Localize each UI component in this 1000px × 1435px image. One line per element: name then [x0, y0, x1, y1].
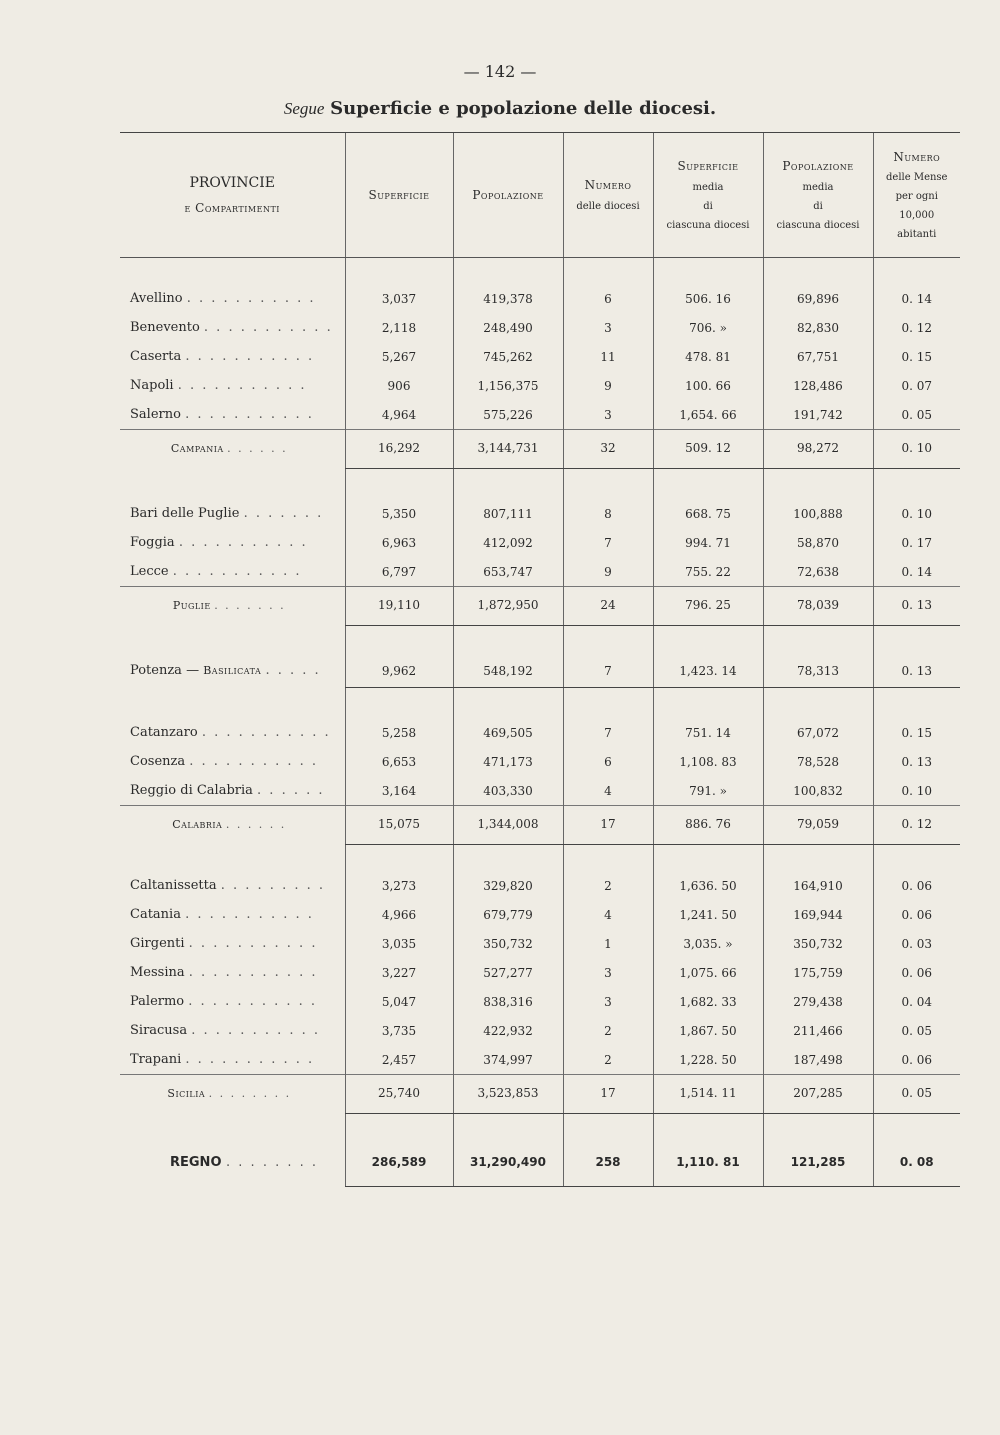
cell-superficie-media: 751. 14 — [653, 718, 763, 747]
cell-numero: 4 — [563, 776, 653, 806]
cell-popolazione: 527,277 — [453, 958, 563, 987]
header-pop-media-4: ciascuna diocesi — [776, 219, 860, 231]
cell-superficie: 6,963 — [345, 528, 453, 557]
header-compartimenti-label: e Compartimenti — [184, 200, 280, 215]
cell-superficie: 3,227 — [345, 958, 453, 987]
cell-superficie-media: 1,867. 50 — [653, 1016, 763, 1045]
cell-numero: 24 — [563, 587, 653, 624]
cell-numero: 2 — [563, 871, 653, 900]
table-row: Girgenti . . . . . . . . . . . 3,035 350,732 1 3,035. » 350,732 0. 03 — [120, 929, 960, 958]
cell-popolazione-media: 72,638 — [763, 557, 873, 587]
cell-superficie: 6,653 — [345, 747, 453, 776]
cell-popolazione-media: 78,039 — [763, 587, 873, 624]
province-name: Napoli — [130, 378, 174, 393]
cell-popolazione-media: 207,285 — [763, 1075, 873, 1112]
cell-numero: 3 — [563, 400, 653, 430]
subtotal-row: Puglie . . . . . . . 19,110 1,872,950 24 796. 25 78,039 0. 13 — [120, 587, 960, 624]
compartimento-name: Calabria — [172, 817, 223, 831]
subtotal-row: Calabria . . . . . . 15,075 1,344,008 17 886. 76 79,059 0. 12 — [120, 806, 960, 843]
cell-popolazione-media: 121,285 — [763, 1140, 873, 1184]
header-numero-mense — [873, 133, 960, 258]
cell-superficie-media: 1,423. 14 — [653, 656, 763, 685]
cell-popolazione-media: 175,759 — [763, 958, 873, 987]
cell-numero: 17 — [563, 1075, 653, 1112]
cell-superficie: 5,350 — [345, 499, 453, 528]
cell-mense: 0. 12 — [873, 313, 960, 342]
cell-superficie: 3,037 — [345, 284, 453, 313]
header-sup-media-3: di — [703, 200, 713, 212]
grand-total-row: REGNO . . . . . . . . 286,589 31,290,490 258 1,110. 81 121,285 0. 08 — [120, 1140, 960, 1184]
header-pop-media-3: di — [813, 200, 823, 212]
cell-superficie-media: 1,108. 83 — [653, 747, 763, 776]
header-sup-media-4: ciascuna diocesi — [666, 219, 750, 231]
cell-popolazione-media: 79,059 — [763, 806, 873, 843]
cell-superficie: 906 — [345, 371, 453, 400]
cell-numero: 7 — [563, 528, 653, 557]
cell-superficie-media: 755. 22 — [653, 557, 763, 587]
cell-numero: 3 — [563, 958, 653, 987]
cell-superficie-media: 3,035. » — [653, 929, 763, 958]
cell-popolazione-media: 187,498 — [763, 1045, 873, 1075]
cell-numero: 9 — [563, 557, 653, 587]
cell-mense: 0. 10 — [873, 776, 960, 806]
province-name: Foggia — [130, 535, 175, 550]
cell-mense: 0. 05 — [873, 400, 960, 430]
header-mense-3: per ogni 10,000 — [895, 191, 938, 222]
province-name: Avellino — [130, 291, 183, 306]
cell-superficie-media: 668. 75 — [653, 499, 763, 528]
cell-superficie-media: 1,654. 66 — [653, 400, 763, 430]
cell-superficie: 4,966 — [345, 900, 453, 929]
cell-numero: 1 — [563, 929, 653, 958]
header-provincie-label: PROVINCIE — [189, 175, 276, 192]
table-row: Salerno . . . . . . . . . . . 4,964 575,226 3 1,654. 66 191,742 0. 05 — [120, 400, 960, 430]
table-row: Trapani . . . . . . . . . . . 2,457 374,997 2 1,228. 50 187,498 0. 06 — [120, 1045, 960, 1075]
cell-popolazione-media: 128,486 — [763, 371, 873, 400]
cell-popolazione-media: 169,944 — [763, 900, 873, 929]
header-sup-media-2: media — [692, 181, 724, 193]
cell-popolazione: 548,192 — [453, 656, 563, 685]
cell-superficie-media: 509. 12 — [653, 430, 763, 467]
province-name: Caltanissetta — [130, 878, 217, 893]
cell-popolazione: 469,505 — [453, 718, 563, 747]
cell-numero: 4 — [563, 900, 653, 929]
header-pop-media-2: media — [802, 181, 834, 193]
cell-popolazione: 412,092 — [453, 528, 563, 557]
province-name: Potenza — — [130, 663, 204, 678]
table-row: Catanzaro . . . . . . . . . . . 5,258 469,505 7 751. 14 67,072 0. 15 — [120, 718, 960, 747]
cell-superficie: 5,267 — [345, 342, 453, 371]
header-numero-diocesi — [563, 133, 653, 258]
table-row: Messina . . . . . . . . . . . 3,227 527,277 3 1,075. 66 175,759 0. 06 — [120, 958, 960, 987]
cell-mense: 0. 06 — [873, 871, 960, 900]
cell-popolazione: 575,226 — [453, 400, 563, 430]
province-name: Cosenza — [130, 754, 186, 769]
cell-superficie-media: 1,228. 50 — [653, 1045, 763, 1075]
cell-numero: 2 — [563, 1045, 653, 1075]
cell-superficie: 9,962 — [345, 656, 453, 685]
cell-popolazione: 679,779 — [453, 900, 563, 929]
cell-popolazione-media: 78,313 — [763, 656, 873, 685]
cell-numero: 32 — [563, 430, 653, 467]
cell-mense: 0. 17 — [873, 528, 960, 557]
cell-numero: 258 — [563, 1140, 653, 1184]
header-pop-media-1: Popolazione — [782, 159, 854, 174]
cell-mense: 0. 14 — [873, 284, 960, 313]
cell-mense: 0. 10 — [873, 430, 960, 467]
cell-popolazione-media: 211,466 — [763, 1016, 873, 1045]
table-row: Benevento . . . . . . . . . . . 2,118 248,490 3 706. » 82,830 0. 12 — [120, 313, 960, 342]
cell-numero: 6 — [563, 284, 653, 313]
cell-popolazione-media: 98,272 — [763, 430, 873, 467]
cell-mense: 0. 13 — [873, 656, 960, 685]
cell-superficie: 3,273 — [345, 871, 453, 900]
cell-popolazione: 248,490 — [453, 313, 563, 342]
table-row: Reggio di Calabria . . . . . . 3,164 403,330 4 791. » 100,832 0. 10 — [120, 776, 960, 806]
cell-superficie-media: 706. » — [653, 313, 763, 342]
header-mense-4: abitanti — [897, 229, 937, 241]
cell-popolazione-media: 67,751 — [763, 342, 873, 371]
cell-numero: 2 — [563, 1016, 653, 1045]
header-delle-diocesi-label: delle diocesi — [576, 200, 640, 212]
subtotal-row: Sicilia . . . . . . . . 25,740 3,523,853 17 1,514. 11 207,285 0. 05 — [120, 1075, 960, 1112]
cell-superficie-media: 796. 25 — [653, 587, 763, 624]
cell-superficie-media: 478. 81 — [653, 342, 763, 371]
cell-mense: 0. 06 — [873, 1045, 960, 1075]
cell-superficie-media: 1,110. 81 — [653, 1140, 763, 1184]
table-row: Caserta . . . . . . . . . . . 5,267 745,262 11 478. 81 67,751 0. 15 — [120, 342, 960, 371]
cell-superficie-media: 1,636. 50 — [653, 871, 763, 900]
cell-popolazione: 403,330 — [453, 776, 563, 806]
cell-superficie: 3,735 — [345, 1016, 453, 1045]
cell-popolazione: 3,523,853 — [453, 1075, 563, 1112]
cell-popolazione: 3,144,731 — [453, 430, 563, 467]
cell-popolazione: 419,378 — [453, 284, 563, 313]
cell-superficie-media: 886. 76 — [653, 806, 763, 843]
cell-mense: 0. 08 — [873, 1140, 960, 1184]
page-title — [0, 98, 1000, 119]
cell-mense: 0. 15 — [873, 718, 960, 747]
cell-popolazione: 31,290,490 — [453, 1140, 563, 1184]
header-sup-media-1: Superficie — [677, 159, 739, 174]
cell-superficie: 16,292 — [345, 430, 453, 467]
cell-superficie: 286,589 — [345, 1140, 453, 1184]
cell-mense: 0. 04 — [873, 987, 960, 1016]
header-popolazione-media — [763, 133, 873, 258]
cell-superficie: 4,964 — [345, 400, 453, 430]
table-row: Napoli . . . . . . . . . . . 906 1,156,375 9 100. 66 128,486 0. 07 — [120, 371, 960, 400]
cell-popolazione-media: 191,742 — [763, 400, 873, 430]
province-name: Bari delle Puglie — [130, 506, 240, 521]
cell-popolazione-media: 78,528 — [763, 747, 873, 776]
cell-popolazione-media: 82,830 — [763, 313, 873, 342]
cell-mense: 0. 05 — [873, 1075, 960, 1112]
province-name: Messina — [130, 965, 185, 980]
cell-popolazione: 653,747 — [453, 557, 563, 587]
cell-superficie: 3,164 — [345, 776, 453, 806]
cell-superficie: 5,258 — [345, 718, 453, 747]
table-row: Catania . . . . . . . . . . . 4,966 679,779 4 1,241. 50 169,944 0. 06 — [120, 900, 960, 929]
cell-mense: 0. 12 — [873, 806, 960, 843]
cell-popolazione-media: 67,072 — [763, 718, 873, 747]
header-mense-1: Numero — [893, 149, 941, 164]
cell-popolazione: 838,316 — [453, 987, 563, 1016]
province-name: Siracusa — [130, 1023, 188, 1038]
table-row: Foggia . . . . . . . . . . . 6,963 412,092 7 994. 71 58,870 0. 17 — [120, 528, 960, 557]
title-main: Superficie e popolazione delle diocesi. — [330, 98, 717, 119]
cell-superficie: 25,740 — [345, 1075, 453, 1112]
province-name: Reggio di Calabria — [130, 783, 253, 798]
page-number: — 142 — — [463, 62, 537, 81]
cell-numero: 9 — [563, 371, 653, 400]
cell-numero: 11 — [563, 342, 653, 371]
cell-popolazione: 1,156,375 — [453, 371, 563, 400]
subtotal-row: Campania . . . . . . 16,292 3,144,731 32 509. 12 98,272 0. 10 — [120, 430, 960, 467]
cell-popolazione-media: 69,896 — [763, 284, 873, 313]
cell-superficie-media: 1,514. 11 — [653, 1075, 763, 1112]
cell-superficie-media: 506. 16 — [653, 284, 763, 313]
cell-popolazione: 471,173 — [453, 747, 563, 776]
compartimento-name: Basilicata — [203, 664, 262, 677]
province-name: Catanzaro — [130, 725, 198, 740]
cell-numero: 3 — [563, 987, 653, 1016]
header-popolazione: Popolazione — [453, 133, 563, 258]
cell-popolazione: 1,344,008 — [453, 806, 563, 843]
header-numero-label: Numero — [584, 178, 632, 193]
table-row: Avellino . . . . . . . . . . . 3,037 419,378 6 506. 16 69,896 0. 14 — [120, 284, 960, 313]
compartimento-name: Puglie — [172, 598, 211, 612]
cell-popolazione: 1,872,950 — [453, 587, 563, 624]
cell-superficie: 2,457 — [345, 1045, 453, 1075]
cell-superficie: 5,047 — [345, 987, 453, 1016]
cell-popolazione-media: 58,870 — [763, 528, 873, 557]
cell-popolazione: 745,262 — [453, 342, 563, 371]
province-name: Lecce — [130, 564, 169, 579]
table-row: Siracusa . . . . . . . . . . . 3,735 422,932 2 1,867. 50 211,466 0. 05 — [120, 1016, 960, 1045]
cell-mense: 0. 14 — [873, 557, 960, 587]
cell-mense: 0. 07 — [873, 371, 960, 400]
province-name: Salerno — [130, 407, 181, 422]
cell-superficie: 2,118 — [345, 313, 453, 342]
cell-mense: 0. 03 — [873, 929, 960, 958]
province-name: Benevento — [130, 320, 200, 335]
table-row: Lecce . . . . . . . . . . . 6,797 653,747 9 755. 22 72,638 0. 14 — [120, 557, 960, 587]
cell-popolazione-media: 350,732 — [763, 929, 873, 958]
cell-superficie-media: 1,075. 66 — [653, 958, 763, 987]
header-superficie: Superficie — [345, 133, 453, 258]
table-row: Palermo . . . . . . . . . . . 5,047 838,316 3 1,682. 33 279,438 0. 04 — [120, 987, 960, 1016]
cell-numero: 8 — [563, 499, 653, 528]
header-provincie — [120, 133, 345, 258]
table-row: Cosenza . . . . . . . . . . . 6,653 471,173 6 1,108. 83 78,528 0. 13 — [120, 747, 960, 776]
cell-numero: 17 — [563, 806, 653, 843]
cell-popolazione: 329,820 — [453, 871, 563, 900]
province-name: Trapani — [130, 1052, 182, 1067]
cell-popolazione: 350,732 — [453, 929, 563, 958]
cell-superficie-media: 791. » — [653, 776, 763, 806]
cell-popolazione-media: 164,910 — [763, 871, 873, 900]
compartimento-name: Sicilia — [167, 1086, 206, 1100]
province-name: Caserta — [130, 349, 182, 364]
cell-mense: 0. 06 — [873, 958, 960, 987]
cell-superficie: 19,110 — [345, 587, 453, 624]
regno-label: REGNO — [170, 1154, 222, 1170]
cell-popolazione-media: 100,888 — [763, 499, 873, 528]
compartimento-name: Campania — [170, 441, 224, 455]
header-mense-2: delle Mense — [886, 172, 948, 184]
table-row: Caltanissetta . . . . . . . . . 3,273 329,820 2 1,636. 50 164,910 0. 06 — [120, 871, 960, 900]
cell-numero: 6 — [563, 747, 653, 776]
cell-superficie: 6,797 — [345, 557, 453, 587]
cell-numero: 3 — [563, 313, 653, 342]
cell-popolazione-media: 279,438 — [763, 987, 873, 1016]
cell-superficie: 3,035 — [345, 929, 453, 958]
dioceses-table — [120, 132, 960, 1187]
cell-popolazione: 422,932 — [453, 1016, 563, 1045]
table-header-row — [120, 133, 960, 258]
province-name: Palermo — [130, 994, 185, 1009]
header-superficie-media — [653, 133, 763, 258]
province-name: Catania — [130, 907, 181, 922]
cell-superficie-media: 1,241. 50 — [653, 900, 763, 929]
cell-mense: 0. 10 — [873, 499, 960, 528]
cell-superficie-media: 994. 71 — [653, 528, 763, 557]
cell-popolazione-media: 100,832 — [763, 776, 873, 806]
cell-superficie-media: 100. 66 — [653, 371, 763, 400]
province-name: Girgenti — [130, 936, 185, 951]
table-row: Bari delle Puglie . . . . . . . 5,350 807,111 8 668. 75 100,888 0. 10 — [120, 499, 960, 528]
cell-mense: 0. 13 — [873, 747, 960, 776]
cell-mense: 0. 15 — [873, 342, 960, 371]
cell-mense: 0. 05 — [873, 1016, 960, 1045]
cell-numero: 7 — [563, 718, 653, 747]
cell-superficie: 15,075 — [345, 806, 453, 843]
cell-superficie-media: 1,682. 33 — [653, 987, 763, 1016]
cell-numero: 7 — [563, 656, 653, 685]
cell-mense: 0. 13 — [873, 587, 960, 624]
cell-popolazione: 374,997 — [453, 1045, 563, 1075]
table-row: Potenza — Basilicata . . . . . 9,962 548,192 7 1,423. 14 78,313 0. 13 — [120, 656, 960, 685]
title-segue: Segue — [283, 99, 325, 118]
cell-popolazione: 807,111 — [453, 499, 563, 528]
cell-mense: 0. 06 — [873, 900, 960, 929]
